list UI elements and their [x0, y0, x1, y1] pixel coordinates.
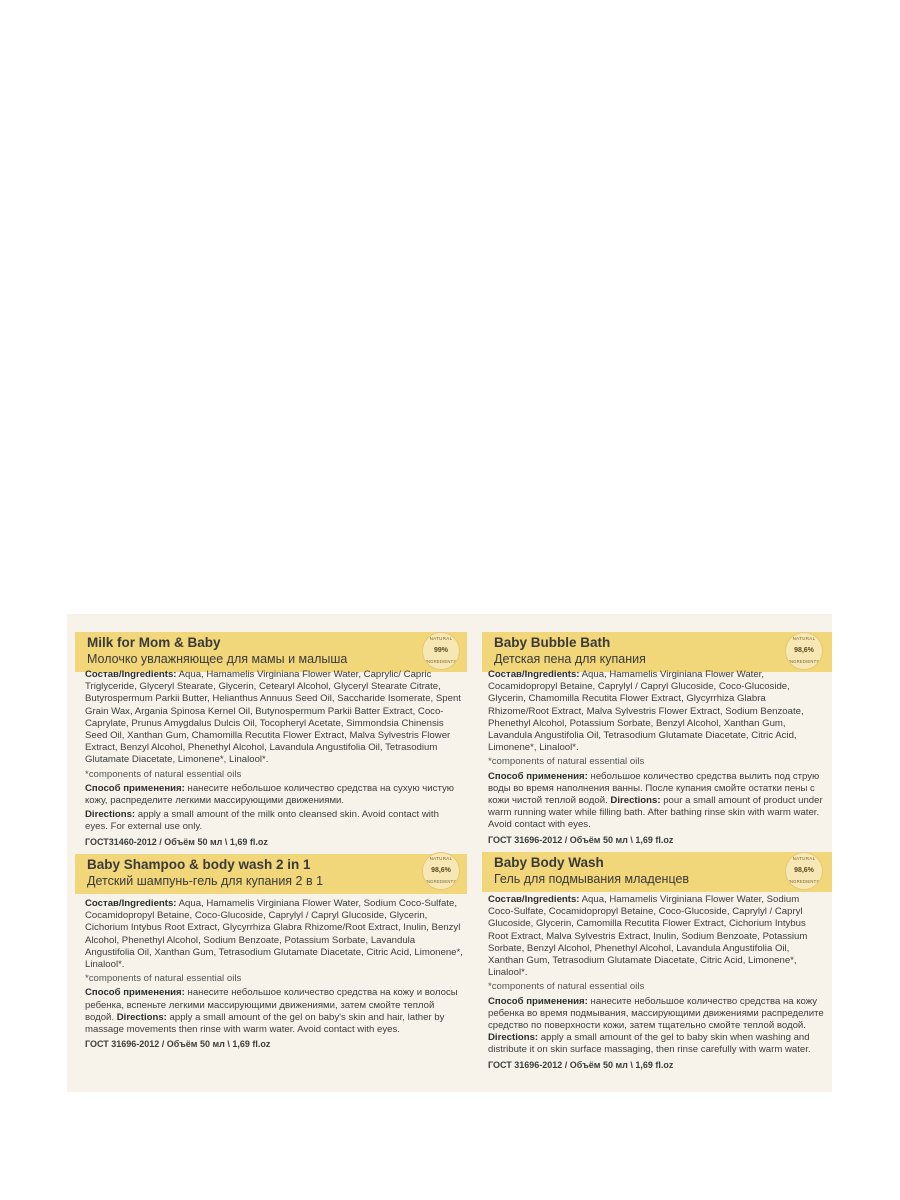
directions-label: Directions:	[610, 795, 661, 807]
badge-percent: 99%	[433, 647, 448, 654]
section-body	[488, 894, 826, 1073]
usage-ru-paragraph	[85, 783, 463, 807]
usage-ru-paragraph	[85, 987, 463, 1036]
badge-top-text: NATURAL	[792, 636, 816, 641]
badge-top-text: NATURAL	[792, 856, 816, 861]
gost-volume: ГОСТ 31696-2012 / Объём 50 мл \ 1,69 fl.oz	[488, 1059, 674, 1070]
gost-volume: ГОСТ31460-2012 / Объём 50 мл \ 1,69 fl.oz	[85, 836, 268, 847]
directions-text: pour a small amount of product under warm running water while filling bath. After bathing rinse skin with warm water. Avoid contact with eyes.	[488, 795, 823, 831]
directions-label: Directions:	[488, 1032, 539, 1044]
ingredients-text: Aqua, Hamamelis Virginiana Flower Water, Caprylic/ Capric Triglyceride, Glyceryl Stearate, Glycerin, Cetearyl Alcohol, Glyceryl Stearate Citrate, Butyrospermum Parkii Butter, Helianthus Annuus Seed Oil, Saccharide Isomerate, Spent Grain Wax, Argania Spinosa Kernel Oil, Butynospermum Parkii Batter Extract, Coco-Caprylate, Prunus Amygdalus Dulcis Oil, Tocopheryl Acetate, Simmondsia Chinensis Seed Oil, Xanthan Gum, Chamomilla Recutita Flower Extract, Malva Sylvestris Flower Extract, Benzyl Alcohol, Phenethyl Alcohol, Lavandula Angustifolia Oil, Tetrasodium Glutamate Diacetate, Limonene*, Linalool*.	[85, 669, 461, 766]
product-title-en: Baby Bubble Bath	[494, 635, 611, 650]
section-body	[85, 898, 463, 1052]
usage-ru-label: Способ применения:	[488, 995, 588, 1007]
ingredients-text: Aqua, Hamamelis Virginiana Flower Water, Sodium Coco-Sulfate, Cocamidopropyl Betaine, Coco-Glucoside, Caprylyl / Capryl Glucoside, Glycerin, Cichorium Intybus Root Extract, Glycyrrhiza Glabra Rhizome/Root Extract, Inulin, Benzyl Alcohol, Phenethyl Alcohol, Sodium Benzoate, Potassium Sorbate, Lavandula Angustifolia Oil, Xanthan Gum, Tetrasodium Glutamate Diacetate, Citric Acid, Limonene*, Linalool*.	[85, 898, 463, 971]
usage-ru-paragraph	[488, 996, 826, 1057]
essential-oils-note: *components of natural essential oils	[488, 756, 645, 768]
badge-bottom-text: INGREDIENTS	[425, 879, 457, 884]
badge-bottom-text: INGREDIENTS	[788, 659, 820, 664]
usage-ru-text: нанесите небольшое количество средства на кожу и волосы ребенка, вспеньте легкими массирующими движениями, затем смойте теплой водой.	[85, 987, 458, 1023]
product-title-ru: Гель для подмывания младенцев	[494, 872, 690, 886]
product-title-ru: Детский шампунь-гель для купания 2 в 1	[87, 874, 324, 888]
badge-top-text: NATURAL	[429, 636, 453, 641]
directions-label: Directions:	[116, 1011, 167, 1023]
essential-oils-note: *components of natural essential oils	[488, 981, 645, 993]
natural-ingredients-badge	[785, 852, 823, 890]
directions-text: apply a small amount of the gel on baby's skin and hair, lather by massage movements then rinse with warm water. Avoid contact with eyes.	[85, 1011, 445, 1036]
badge-percent: 98,6%	[431, 867, 451, 874]
badge-percent: 98,6%	[794, 867, 814, 874]
ingredients-paragraph	[85, 669, 463, 767]
usage-ru-text: нанесите небольшое количество средства на кожу ребенка во время подмывания, массирующими движениями распределите средство по поверхности кожи, затем тщательно смойте теплой водой.	[488, 995, 824, 1032]
directions-text: apply a small amount of the milk onto cleansed skin. Avoid contact with eyes. For external use only.	[85, 809, 439, 833]
usage-ru-text: небольшое количество средства вылить под струю воды во время наполнения ванны. После купания смойте остатки пены с кожи чистой теплой водой.	[488, 770, 820, 807]
gost-volume: ГОСТ 31696-2012 / Объём 50 мл \ 1,69 fl.oz	[488, 834, 674, 845]
badge-percent: 98,6%	[794, 647, 814, 654]
badge-bottom-text: INGREDIENTS	[425, 659, 457, 664]
ingredients-paragraph	[85, 898, 463, 971]
usage-ru-label: Способ применения:	[85, 782, 185, 794]
title-band	[482, 852, 832, 892]
essential-oils-note: *components of natural essential oils	[85, 768, 242, 780]
usage-ru-label: Способ применения:	[488, 770, 588, 782]
title-band	[75, 632, 467, 672]
ingredients-paragraph	[488, 669, 826, 754]
essential-oils-note: *components of natural essential oils	[85, 973, 242, 985]
product-title-ru: Детская пена для купания	[494, 652, 646, 666]
directions-label: Directions:	[85, 809, 136, 821]
natural-ingredients-badge	[422, 632, 460, 670]
section-body	[85, 669, 463, 850]
ingredients-text: Aqua, Hamamelis Virginiana Flower Water, Cocamidopropyl Betaine, Caprylyl / Capryl Glucoside, Coco-Glucoside, Glycerin, Chamomilla Recutita Flower Extract, Glycyrrhiza Glabra Rhizome/Root Extract, Malva Sylvestris Flower Extract, Sodium Benzoate, Phenethyl Alcohol, Potassium Sorbate, Benzyl Alcohol, Xanthan Gum, Lavandula Angustifolia Oil, Tetrasodium Glutamate Diacetate, Citric Acid, Limonene*, Linalool*.	[488, 669, 804, 754]
section-body	[488, 669, 826, 848]
ingredients-text: Aqua, Hamamelis Virginiana Flower Water, Sodium Coco-Sulfate, Cocamidopropyl Betaine, Coco-Glucoside, Caprylyl / Capryl Glucoside, Glycerin, Camomilla Recutita Flower Extract, Cichorium Intybus Root Extract, Malva Sylvestris Extract, Inulin, Sodium Benzoate, Potassium Sorbate, Benzyl Alcohol, Phenethyl Alcohol, Lavandula Angustifolia Oil, Xanthan Gum, Tetrasodium Glutamate Diacetate, Citric Acid, Limonene*, Linalool*.	[488, 894, 808, 979]
ingredients-label: Состав/Ingredients:	[85, 898, 177, 909]
product-title-ru: Молочко увлажняющее для мамы и малыша	[87, 652, 348, 666]
usage-ru-label: Способ применения:	[85, 987, 185, 999]
natural-ingredients-badge	[785, 632, 823, 670]
ingredients-label: Состав/Ingredients:	[85, 669, 177, 680]
ingredients-label: Состав/Ingredients:	[488, 894, 580, 905]
directions-text: apply a small amount of the gel to baby skin when washing and distribute it on skin surface massaging, then rinse carefully with warm water.	[488, 1032, 811, 1056]
ingredients-paragraph	[488, 894, 826, 979]
badge-top-text: NATURAL	[429, 856, 453, 861]
product-title-en: Baby Shampoo & body wash 2 in 1	[87, 857, 311, 872]
product-title-en: Milk for Mom & Baby	[87, 635, 221, 650]
directions-paragraph	[85, 809, 463, 833]
usage-ru-paragraph	[488, 771, 826, 832]
product-info-card	[67, 614, 832, 1092]
title-band	[75, 854, 467, 894]
product-title-en: Baby Body Wash	[494, 855, 604, 870]
badge-bottom-text: INGREDIENTS	[788, 879, 820, 884]
title-band	[482, 632, 832, 672]
gost-volume: ГОСТ 31696-2012 / Объём 50 мл \ 1,69 fl.oz	[85, 1039, 271, 1050]
ingredients-label: Состав/Ingredients:	[488, 669, 580, 680]
usage-ru-text: нанесите небольшое количество средства на сухую чистую кожу, распределите легкими массирующими движениями.	[85, 782, 454, 807]
natural-ingredients-badge	[422, 852, 460, 890]
